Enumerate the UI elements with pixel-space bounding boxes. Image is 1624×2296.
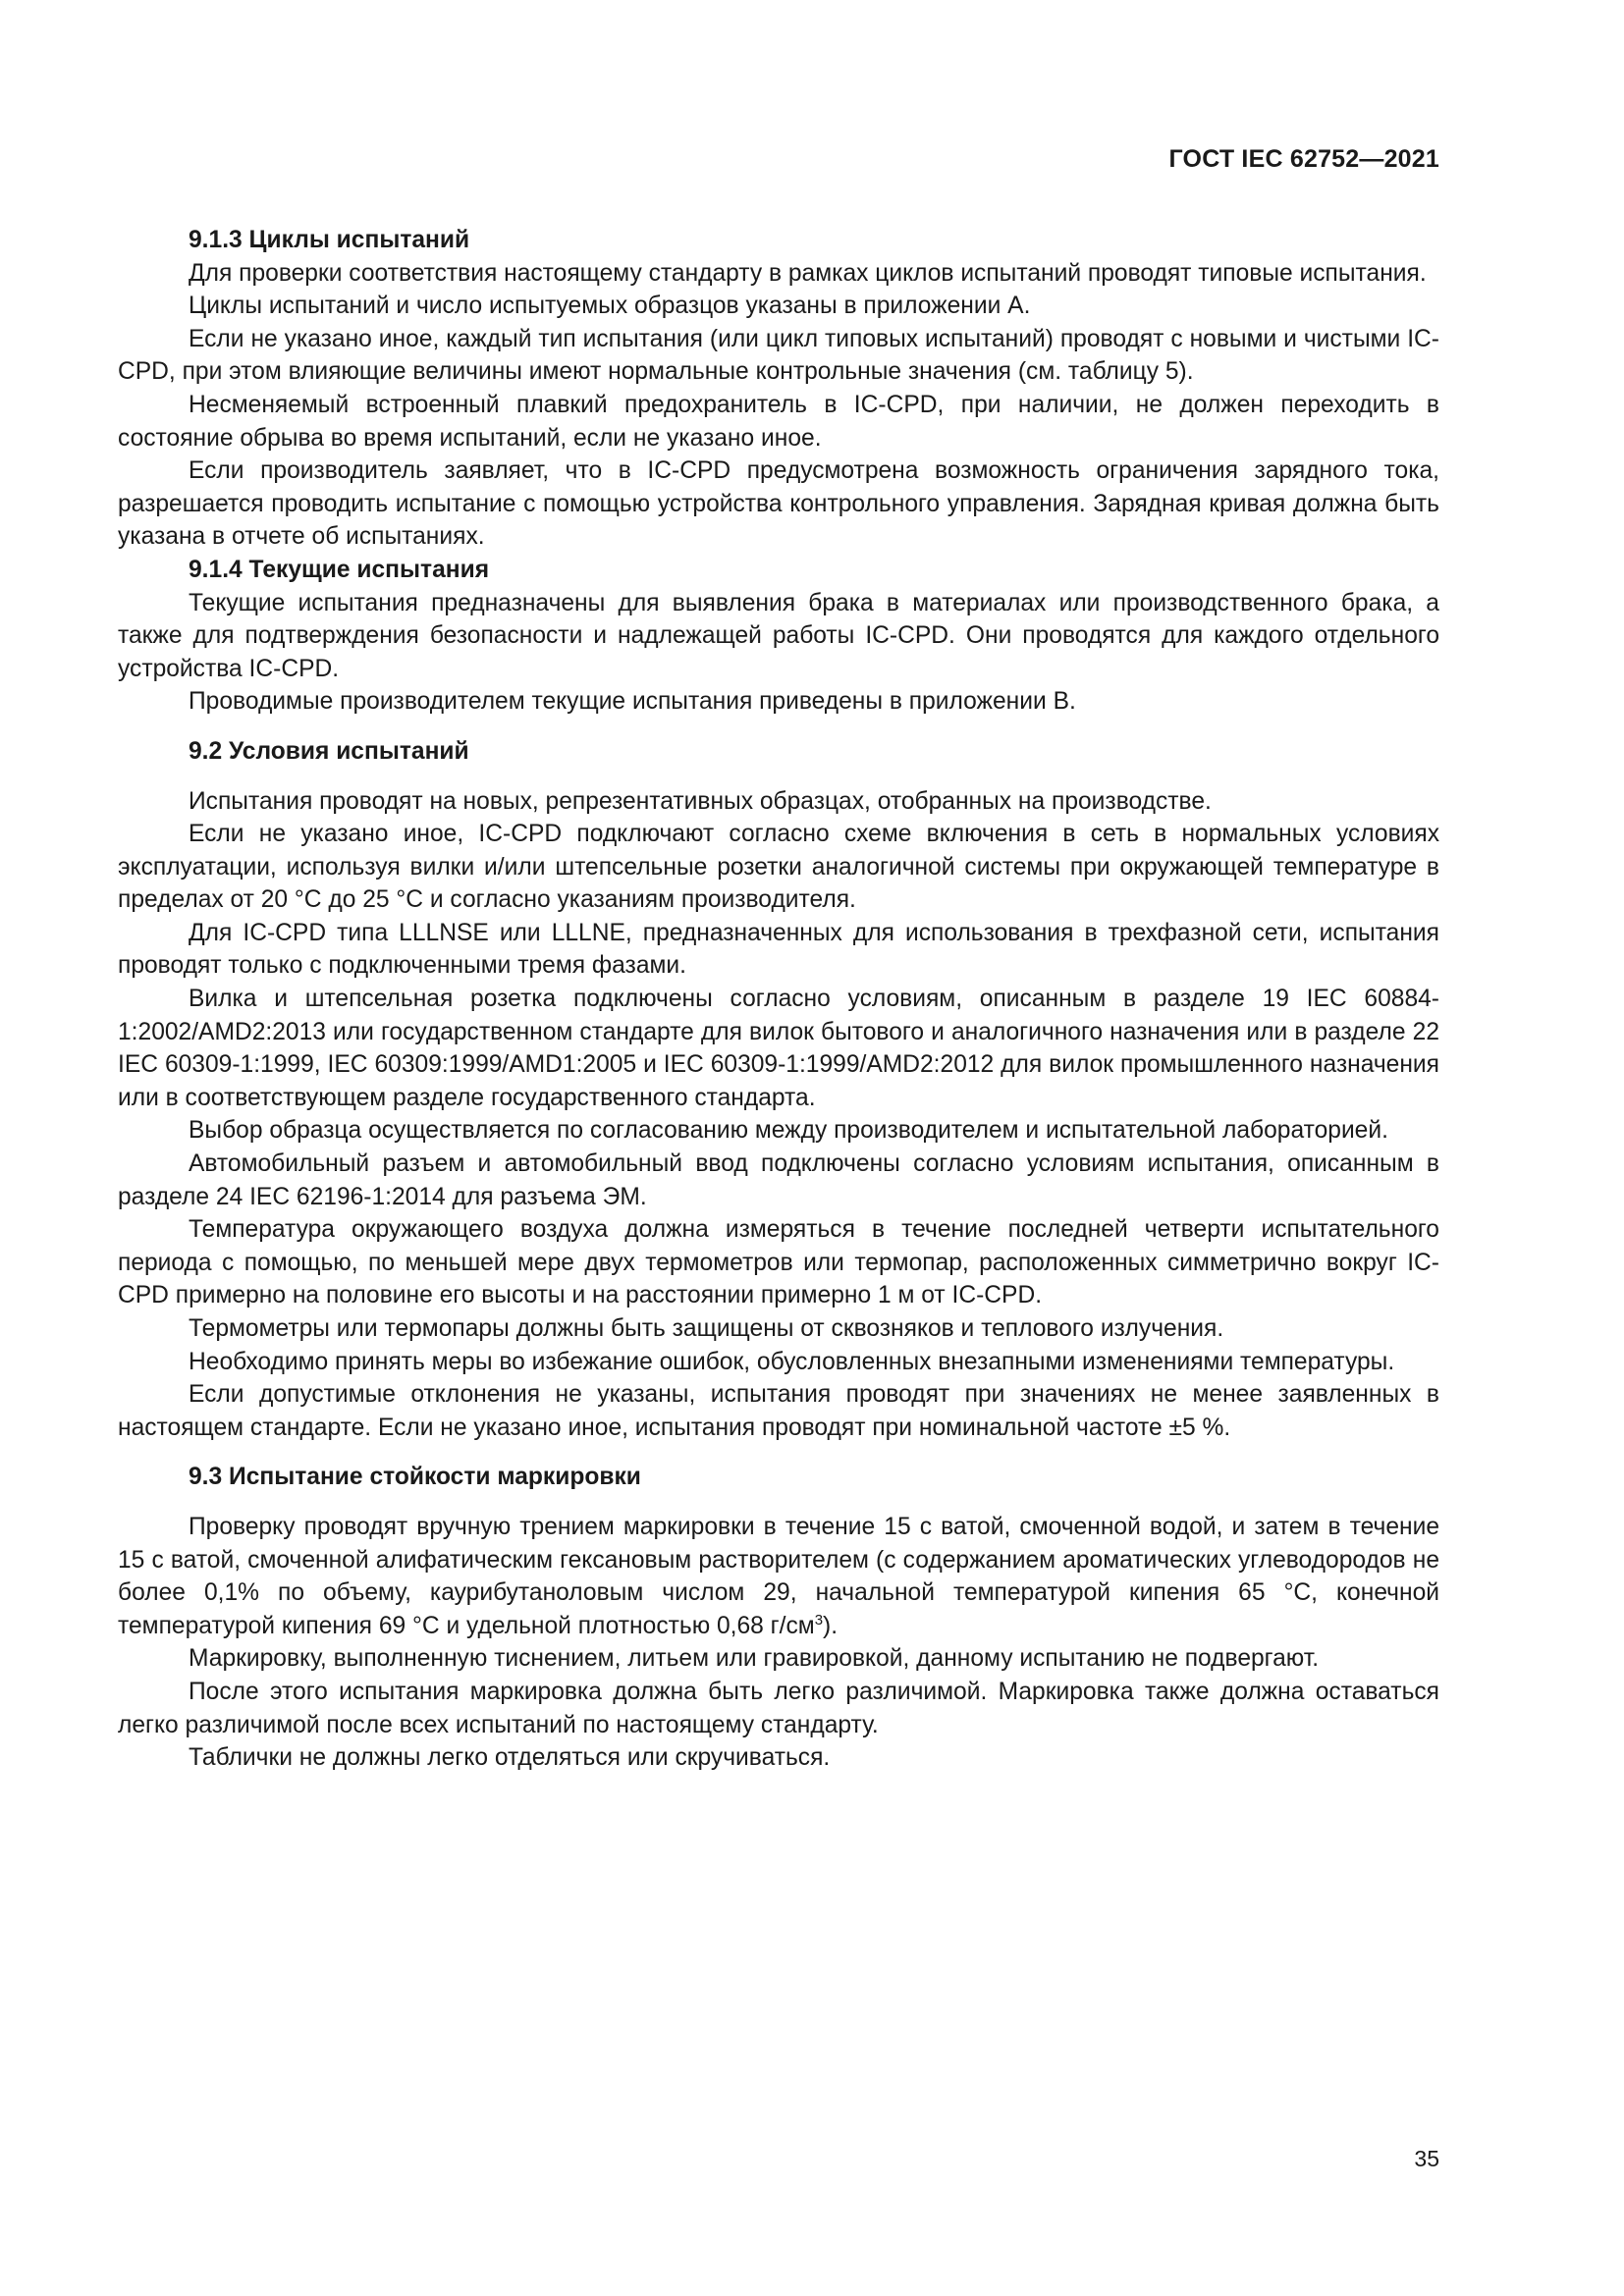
document-page: [118, 0, 1439, 2296]
paragraph: Автомобильный разъем и автомобильный ввод подключены согласно условиям испытания, описанным в разделе 24 IEC 62196-1:2014 для разъема ЭМ.: [118, 1150, 1439, 1210]
paragraph: [118, 1511, 1439, 1642]
paragraph: Термометры или термопары должны быть защищены от сквозняков и теплового излучения.: [189, 1315, 1224, 1342]
document-body: [118, 224, 1439, 1775]
paragraph: Вилка и штепсельная розетка подключены согласно условиям, описанным в разделе 19 IEC 60884-1:2002/AMD2:2013 или государственном стандарте для вилок бытового и аналогичного назначения или в разделе 22 IEC 60309-1:1999, IEC 60309:1999/AMD1:2005 и IEC 60309-1:1999/AMD2:2012 для вилок промышленного назначения или в соответствующем разделе государственного стандарта.: [118, 986, 1439, 1111]
paragraph: Температура окружающего воздуха должна измеряться в течение последней четверти испытательного периода с помощью, по меньшей мере двух термометров или термопар, расположенных симметрично вокруг IC-CPD примерно на половине его высоты и на расстоянии примерно 1 м от IC-CPD.: [118, 1216, 1439, 1309]
section-heading-9-2: 9.2 Условия испытаний: [189, 737, 469, 765]
paragraph: Выбор образца осуществляется по согласованию между производителем и испытательной лабораторией.: [189, 1117, 1388, 1145]
document-header: ГОСТ IEC 62752—2021: [1168, 145, 1439, 173]
paragraph: Для проверки соответствия настоящему стандарту в рамках циклов испытаний проводят типовые испытания.: [189, 259, 1427, 287]
paragraph-text-end: ).: [823, 1612, 839, 1639]
paragraph: Маркировку, выполненную тиснением, литьем или гравировкой, данному испытанию не подвергают.: [189, 1645, 1320, 1673]
paragraph: Для IC-CPD типа LLLNSE или LLLNE, предназначенных для использования в трехфазной сети, испытания проводят только с подключенными тремя фазами.: [118, 919, 1439, 980]
section-heading-9-3: 9.3 Испытание стойкости маркировки: [189, 1464, 641, 1491]
section-heading-9-1-3: 9.1.3 Циклы испытаний: [189, 227, 470, 253]
paragraph: Испытания проводят на новых, репрезентативных образцах, отобранных на производстве.: [189, 787, 1212, 815]
paragraph: Если допустимые отклонения не указаны, испытания проводят при значениях не менее заявленных в настоящем стандарте. Если не указано иное, испытания проводят при номинальной частоте ±5 %.: [118, 1381, 1439, 1441]
superscript: 3: [814, 1611, 824, 1629]
paragraph: Несменяемый встроенный плавкий предохранитель в IC-CPD, при наличии, не должен переходить в состояние обрыва во время испытаний, если не указано иное.: [118, 391, 1439, 452]
paragraph: После этого испытания маркировка должна быть легко различимой. Маркировка также должна оставаться легко различимой после всех испытаний по настоящему стандарту.: [118, 1678, 1439, 1738]
section-heading-9-1-4: 9.1.4 Текущие испытания: [189, 556, 490, 583]
paragraph: Проводимые производителем текущие испытания приведены в приложении B.: [189, 688, 1076, 716]
paragraph: Необходимо принять меры во избежание ошибок, обусловленных внезапными изменениями температуры.: [189, 1348, 1395, 1375]
paragraph: Таблички не должны легко отделяться или скручиваться.: [189, 1744, 831, 1772]
paragraph-text: Проверку проводят вручную трением маркировки в течение 15 с ватой, смоченной водой, и затем в течение 15 с ватой, смоченной алифатическим гексановым растворителем (с содержанием ароматических углеводородов не более 0,1% по объему, каурибутаноловым числом 29, начальной температурой кипения 65 °C, конечной температурой кипения 69 °C и удельной плотностью 0,68 г/см: [118, 1513, 1439, 1639]
paragraph: Если производитель заявляет, что в IC-CPD предусмотрена возможность ограничения зарядного тока, разрешается проводить испытание с помощью устройства контрольного управления. Зарядная кривая должна быть указана в отчете об испытаниях.: [118, 457, 1439, 551]
paragraph: Если не указано иное, каждый тип испытания (или цикл типовых испытаний) проводят с новыми и чистыми IC-CPD, при этом влияющие величины имеют нормальные контрольные значения (см. таблицу 5).: [118, 325, 1439, 386]
paragraph: Текущие испытания предназначены для выявления брака в материалах или производственного брака, а также для подтверждения безопасности и надлежащей работы IC-CPD. Они проводятся для каждого отдельного устройства IC-CPD.: [118, 589, 1439, 682]
paragraph: Циклы испытаний и число испытуемых образцов указаны в приложении A.: [189, 293, 1031, 320]
paragraph: Если не указано иное, IC-CPD подключают согласно схеме включения в сеть в нормальных условиях эксплуатации, используя вилки и/или штепсельные розетки аналогичной системы при окружающей температуре в пределах от 20 °C до 25 °C и согласно указаниям производителя.: [118, 821, 1439, 914]
page-number: 35: [1414, 2146, 1439, 2171]
